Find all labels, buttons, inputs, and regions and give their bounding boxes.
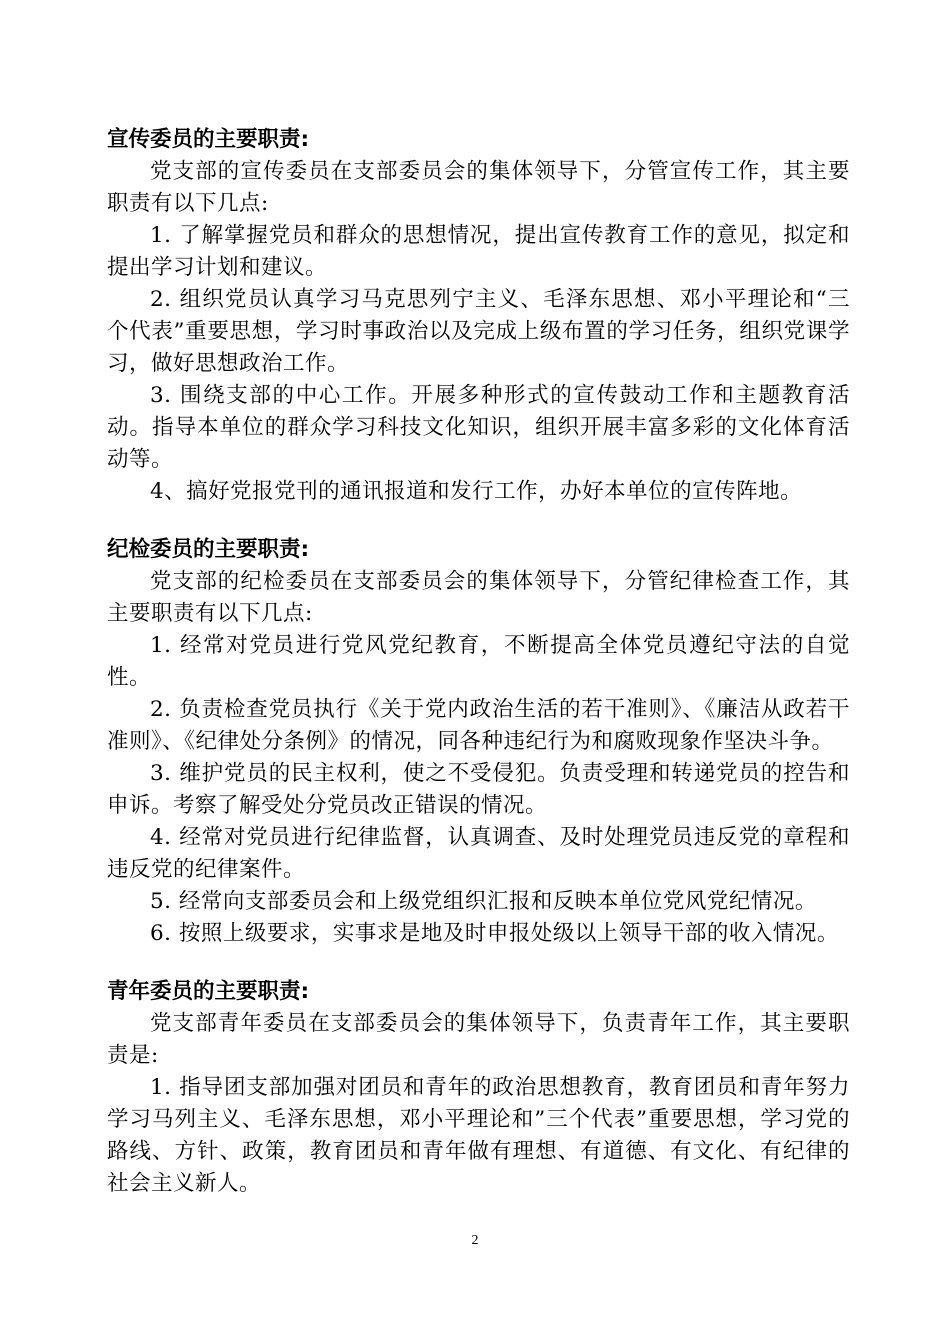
paragraph: 3. 围绕支部的中心工作。开展多种形式的宣传鼓动工作和主题教育活动。指导本单位的群众学习科技文化知识，组织开展丰富多彩的文化体育活动等。 (107, 383, 850, 472)
document-body (107, 124, 850, 1226)
paragraph: 2. 负责检查党员执行《关于党内政治生活的若干准则》、《廉洁从政若干准则》、《纪律处分条例》的情况，同各种违纪行为和腐败现象作坚决斗争。 (107, 697, 850, 754)
paragraph: 5. 经常向支部委员会和上级党组织汇报和反映本单位党风党纪情况。 (150, 889, 817, 914)
paragraph: 4、搞好党报党刊的通讯报道和发行工作，办好本单位的宣传阵地。 (150, 479, 803, 504)
section-title: 宣传委员的主要职责: (107, 127, 310, 152)
section-title: 青年委员的主要职责: (107, 979, 310, 1004)
section-youth (107, 976, 850, 1200)
paragraph: 1. 了解掌握党员和群众的思想情况，提出宣传教育工作的意见，拟定和提出学习计划和建议。 (107, 223, 850, 280)
paragraph: 3. 维护党员的民主权利，使之不受侵犯。负责受理和转递党员的控告和申诉。考察了解受处分党员改正错误的情况。 (107, 761, 850, 818)
paragraph: 2. 组织党员认真学习马克思列宁主义、毛泽东思想、邓小平理论和“三个代表”重要思想，学习时事政治以及完成上级布置的学习任务，组织党课学习，做好思想政治工作。 (107, 287, 850, 376)
paragraph: 1. 经常对党员进行党风党纪教育，不断提高全体党员遵纪守法的自觉性。 (107, 633, 850, 690)
page-number: 2 (471, 1233, 479, 1248)
section-title: 纪检委员的主要职责: (107, 537, 310, 562)
paragraph: 4. 经常对党员进行纪律监督，认真调查、及时处理党员违反党的章程和违反党的纪律案件。 (107, 825, 850, 882)
paragraph: 党支部的纪检委员在支部委员会的集体领导下，分管纪律检查工作，其主要职责有以下几点: (107, 569, 850, 626)
paragraph: 党支部青年委员在支部委员会的集体领导下，负责青年工作，其主要职责是: (107, 1011, 850, 1068)
section-discipline (107, 534, 850, 950)
paragraph: 6. 按照上级要求，实事求是地及时申报处级以上领导干部的收入情况。 (150, 921, 839, 946)
paragraph: 党支部的宣传委员在支部委员会的集体领导下，分管宣传工作，其主要职责有以下几点: (107, 159, 850, 216)
section-propaganda (107, 124, 850, 508)
paragraph: 1. 指导团支部加强对团员和青年的政治思想教育，教育团员和青年努力学习马列主义、毛泽东思想，邓小平理论和”三个代表”重要思想，学习党的路线、方针、政策，教育团员和青年做有理想、有道德、有文化、有纪律的社会主义新人。 (107, 1075, 850, 1196)
